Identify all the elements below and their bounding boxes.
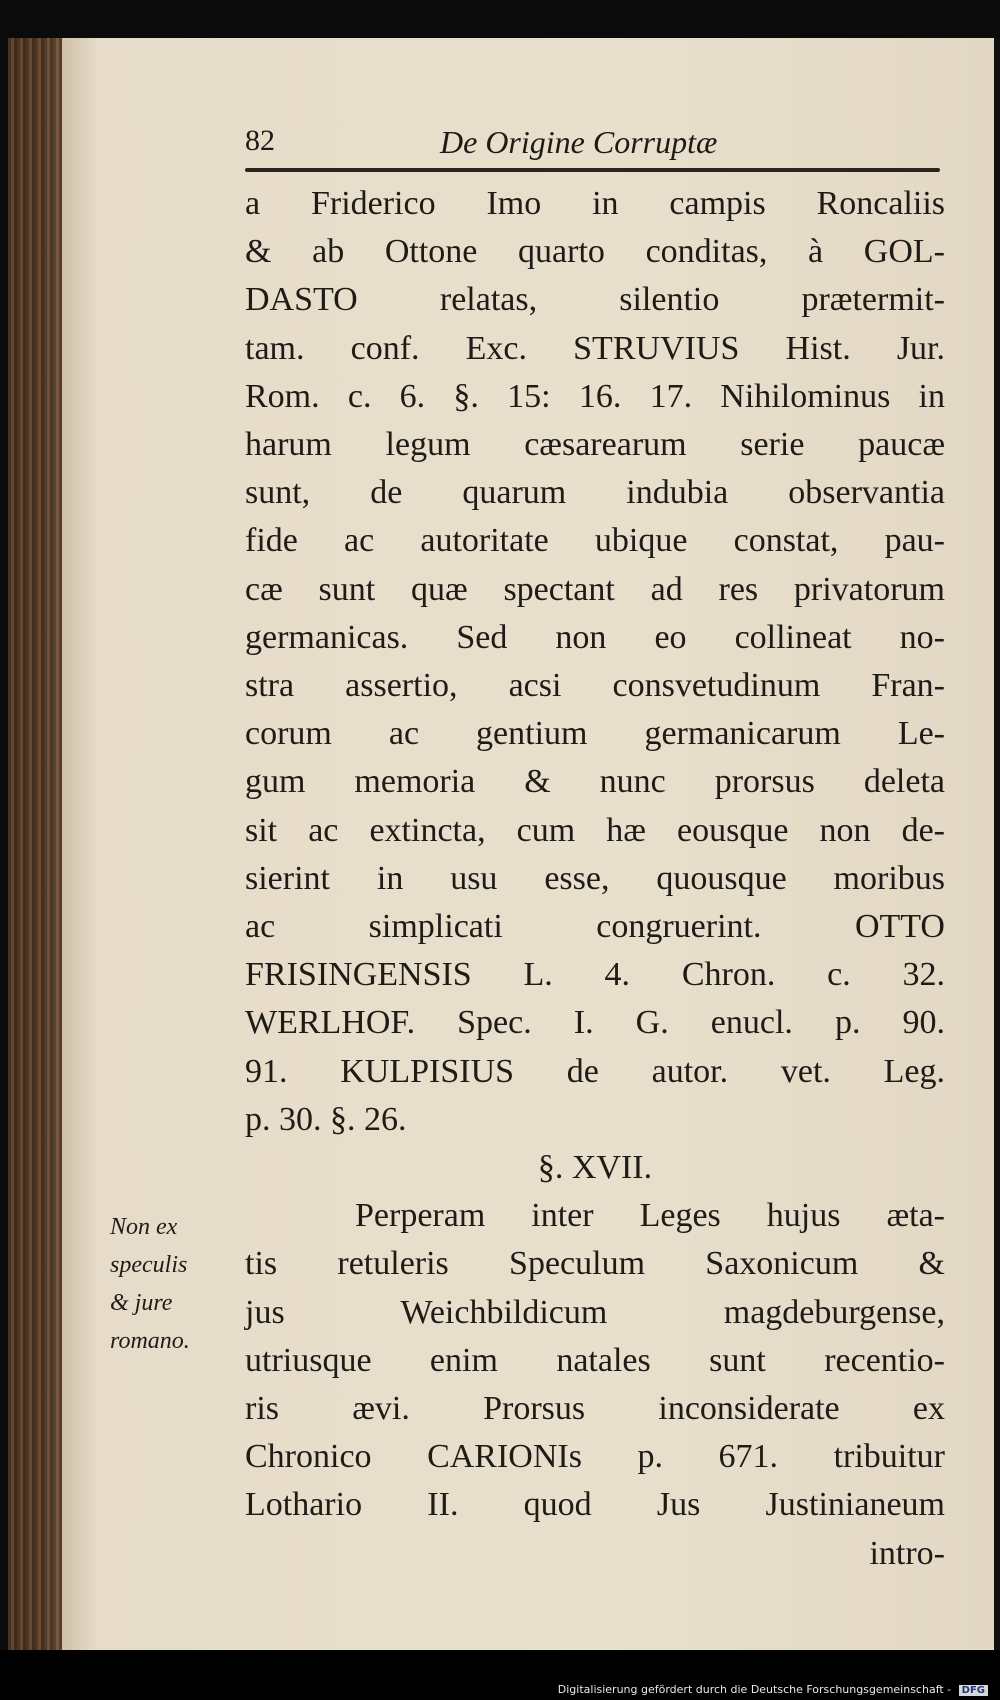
- text-line: & ab Ottone quarto conditas, à GOL-: [245, 233, 945, 271]
- margin-note-line: Non ex: [110, 1214, 178, 1240]
- header-rule: [245, 168, 940, 172]
- text-line: utriusque enim natales sunt recentio-: [245, 1341, 945, 1379]
- text-line: tis retuleris Speculum Saxonicum &: [245, 1245, 945, 1283]
- margin-note: [110, 1208, 240, 1360]
- dfg-logo-icon: DFG: [959, 1685, 988, 1696]
- section-heading: §. XVII.: [537, 1149, 653, 1187]
- text-line: gum memoria & nunc prorsus deleta: [245, 763, 945, 801]
- footer-credit: [558, 1683, 988, 1696]
- margin-note-line: & jure: [110, 1290, 173, 1316]
- text-line: jus Weichbildicum magdeburgense,: [245, 1293, 945, 1331]
- text-line: Rom. c. 6. §. 15: 16. 17. Nihilominus in: [245, 377, 945, 415]
- text-line: sit ac extincta, cum hæ eousque non de-: [245, 811, 945, 849]
- text-line: FRISINGENSIS L. 4. Chron. c. 32.: [245, 956, 945, 994]
- page-header: [245, 124, 945, 164]
- text-line: Lothario II. quod Jus Justinianeum: [245, 1486, 945, 1524]
- footer-bar: [0, 1650, 1000, 1700]
- credit-text: Digitalisierung gefördert durch die Deutsche Forschungsgemeinschaft -: [557, 1683, 952, 1696]
- page-gutter: [8, 38, 62, 1650]
- text-line: fide ac autoritate ubique constat, pau-: [245, 522, 945, 560]
- catchword: intro-: [869, 1534, 945, 1572]
- text-line: corum ac gentium germanicarum Le-: [245, 715, 945, 753]
- body-text: [245, 180, 945, 1578]
- text-line: harum legum cæsarearum serie paucæ: [245, 426, 945, 464]
- text-line: cæ sunt quæ spectant ad res privatorum: [245, 570, 945, 608]
- text-line: Perperam inter Leges hujus æta-: [355, 1197, 945, 1235]
- text-line: germanicas. Sed non eo collineat no-: [245, 618, 945, 656]
- text-line: DASTO relatas, silentio prætermit-: [245, 281, 945, 319]
- text-line: WERLHOF. Spec. I. G. enucl. p. 90.: [245, 1004, 945, 1042]
- text-line: ac simplicati congruerint. OTTO: [245, 908, 945, 946]
- text-line: 91. KULPISIUS de autor. vet. Leg.: [245, 1052, 945, 1090]
- margin-note-line: romano.: [110, 1328, 190, 1354]
- margin-note-line: speculis: [110, 1252, 188, 1278]
- running-head: De Origine Corruptæ: [440, 124, 718, 160]
- text-line: sierint in usu esse, quousque moribus: [245, 859, 945, 897]
- page-edge: [994, 38, 1000, 1650]
- text-line: sunt, de quarum indubia observantia: [245, 474, 945, 512]
- text-line: tam. conf. Exc. STRUVIUS Hist. Jur.: [245, 329, 945, 367]
- page-number: 82: [245, 124, 275, 157]
- text-line: p. 30. §. 26.: [245, 1100, 407, 1138]
- text-line: stra assertio, acsi consvetudinum Fran-: [245, 667, 945, 705]
- text-line: a Friderico Imo in campis Roncaliis: [245, 185, 945, 222]
- text-line: ris ævi. Prorsus inconsiderate ex: [245, 1390, 945, 1428]
- text-line: Chronico CARIONIs p. 671. tribuitur: [245, 1438, 945, 1476]
